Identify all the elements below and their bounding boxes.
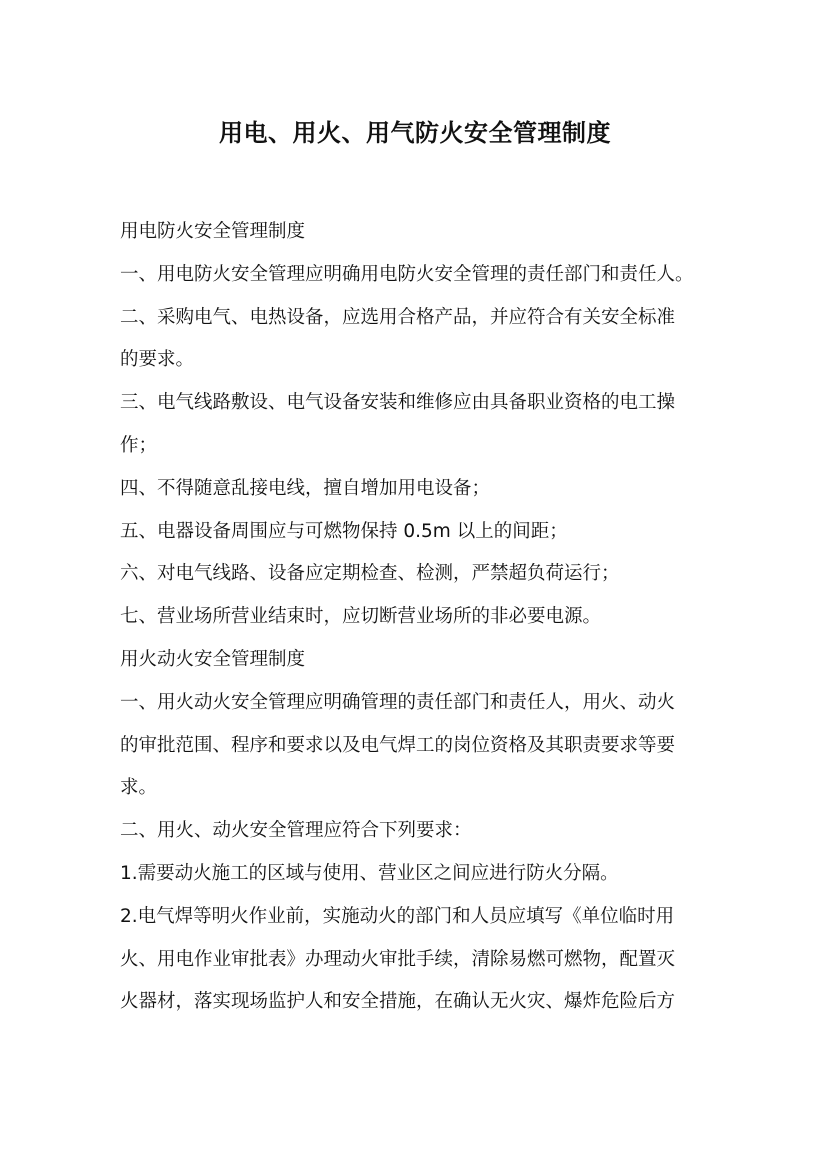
section-heading-fire: 用火动火安全管理制度: [120, 648, 306, 670]
text-line: 七、营业场所营业结束时，应切断营业场所的非必要电源。: [120, 606, 602, 628]
text-line: 的要求。: [120, 349, 195, 371]
text-line: 求。: [120, 777, 158, 799]
text-line: 三、电气线路敷设、电气设备安装和维修应由具备职业资格的电工操: [120, 392, 676, 414]
text-line: 六、对电气线路、设备应定期检查、检测，严禁超负荷运行；: [120, 563, 620, 585]
text-line: 一、用电防火安全管理应明确用电防火安全管理的责任部门和责任人。: [120, 263, 694, 285]
text-line: 火、用电作业审批表》办理动火审批手续，清除易燃可燃物，配置灭: [120, 948, 676, 970]
text-line: 1.需要动火施工的区域与使用、营业区之间应进行防火分隔。: [120, 862, 619, 884]
document-body: [120, 211, 720, 1024]
text-line: 二、采购电气、电热设备，应选用合格产品，并应符合有关安全标准: [120, 306, 676, 328]
text-line: 2.电气焊等明火作业前，实施动火的部门和人员应填写《单位临时用: [120, 905, 675, 927]
text-line: 的审批范围、程序和要求以及电气焊工的岗位资格及其职责要求等要: [120, 734, 676, 756]
text-line: 五、电器设备周围应与可燃物保持 0.5m 以上的间距；: [120, 520, 568, 542]
text-line: 四、不得随意乱接电线，擅自增加用电设备；: [120, 477, 491, 499]
text-line: 火器材，落实现场监护人和安全措施，在确认无火灾、爆炸危险后方: [120, 991, 676, 1013]
text-line: 二、用火、动火安全管理应符合下列要求：: [120, 820, 472, 842]
section-heading-electricity: 用电防火安全管理制度: [120, 221, 306, 242]
text-line: 一、用火动火安全管理应明确管理的责任部门和责任人，用火、动火: [120, 691, 676, 713]
text-line: 作；: [120, 434, 158, 456]
document-title: 用电、用火、用气防火安全管理制度: [219, 119, 611, 147]
